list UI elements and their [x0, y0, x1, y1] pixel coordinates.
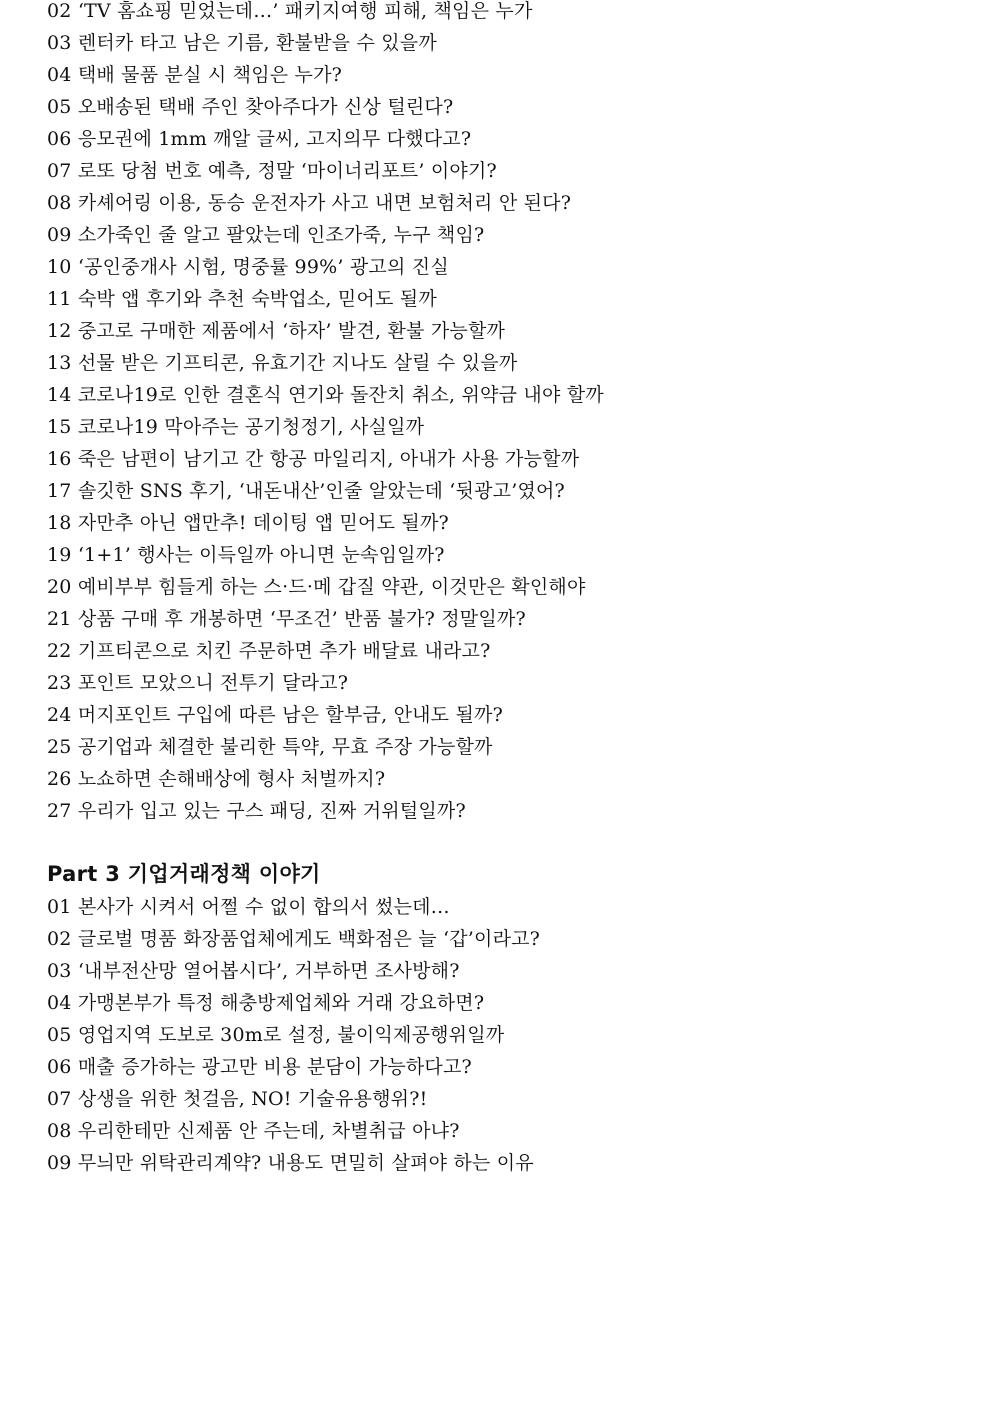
toc-item: 18 자만추 아닌 앱만추! 데이팅 앱 믿어도 될까?: [47, 512, 449, 534]
toc-item: 02 ‘TV 홈쇼핑 믿었는데…’ 패키지여행 피해, 책임은 누가: [47, 0, 533, 22]
toc-item: 15 코로나19 막아주는 공기청정기, 사실일까: [47, 416, 425, 438]
toc-item: 09 무늬만 위탁관리계약? 내용도 면밀히 살펴야 하는 이유: [47, 1152, 534, 1174]
toc-item: 08 우리한테만 신제품 안 주는데, 차별취급 아냐?: [47, 1120, 460, 1142]
toc-item: 16 죽은 남편이 남기고 간 항공 마일리지, 아내가 사용 가능할까: [47, 448, 580, 470]
toc-item: 03 렌터카 타고 남은 기름, 환불받을 수 있을까: [47, 32, 437, 54]
toc-item: 04 택배 물품 분실 시 책임은 누가?: [47, 64, 343, 86]
toc-item: 08 카셰어링 이용, 동승 운전자가 사고 내면 보험처리 안 된다?: [47, 192, 572, 214]
toc-page: [47, 0, 947, 1179]
toc-item: 19 ‘1+1’ 행사는 이득일까 아니면 눈속임일까?: [47, 544, 445, 566]
toc-item: 24 머지포인트 구입에 따른 남은 할부금, 안내도 될까?: [47, 704, 503, 726]
toc-item: 06 매출 증가하는 광고만 비용 분담이 가능하다고?: [47, 1056, 472, 1078]
toc-item: 07 상생을 위한 첫걸음, NO! 기술유용행위?!: [47, 1088, 428, 1110]
part2-toc-list: [47, 0, 947, 827]
toc-item: 13 선물 받은 기프티콘, 유효기간 지나도 살릴 수 있을까: [47, 352, 518, 374]
toc-item: 05 오배송된 택배 주인 찾아주다가 신상 털린다?: [47, 96, 454, 118]
toc-item: 21 상품 구매 후 개봉하면 ‘무조건’ 반품 불가? 정말일까?: [47, 608, 526, 630]
toc-item: 27 우리가 입고 있는 구스 패딩, 진짜 거위털일까?: [47, 800, 466, 822]
toc-item: 02 글로벌 명품 화장품업체에게도 백화점은 늘 ‘갑’이라고?: [47, 928, 541, 950]
toc-item: 06 응모권에 1mm 깨알 글씨, 고지의무 다했다고?: [47, 128, 472, 150]
toc-item: 23 포인트 모았으니 전투기 달라고?: [47, 672, 349, 694]
toc-item: 09 소가죽인 줄 알고 팔았는데 인조가죽, 누구 책임?: [47, 224, 485, 246]
toc-item: 17 솔깃한 SNS 후기, ‘내돈내산’인줄 알았는데 ‘뒷광고’였어?: [47, 480, 565, 502]
toc-item: 26 노쇼하면 손해배상에 형사 처벌까지?: [47, 768, 386, 790]
toc-item: 14 코로나19로 인한 결혼식 연기와 돌잔치 취소, 위약금 내야 할까: [47, 384, 604, 406]
part3-toc-list: [47, 891, 947, 1179]
toc-item: 05 영업지역 도보로 30m로 설정, 불이익제공행위일까: [47, 1024, 505, 1046]
toc-item: 10 ‘공인중개사 시험, 명중률 99%’ 광고의 진실: [47, 256, 449, 278]
toc-item: 07 로또 당첨 번호 예측, 정말 ‘마이너리포트’ 이야기?: [47, 160, 497, 182]
toc-item: 03 ‘내부전산망 열어봅시다’, 거부하면 조사방해?: [47, 960, 460, 982]
toc-item: 11 숙박 앱 후기와 추천 숙박업소, 믿어도 될까: [47, 288, 437, 310]
toc-item: 25 공기업과 체결한 불리한 특약, 무효 주장 가능할까: [47, 736, 493, 758]
part3-heading: Part 3 기업거래정책 이야기: [47, 862, 321, 886]
toc-item: 01 본사가 시켜서 어쩔 수 없이 합의서 썼는데…: [47, 896, 450, 918]
toc-item: 12 중고로 구매한 제품에서 ‘하자’ 발견, 환불 가능할까: [47, 320, 506, 342]
toc-item: 22 기프티콘으로 치킨 주문하면 추가 배달료 내라고?: [47, 640, 491, 662]
toc-item: 20 예비부부 힘들게 하는 스·드·메 갑질 약관, 이것만은 확인해야: [47, 576, 586, 598]
toc-item: 04 가맹본부가 특정 해충방제업체와 거래 강요하면?: [47, 992, 485, 1014]
